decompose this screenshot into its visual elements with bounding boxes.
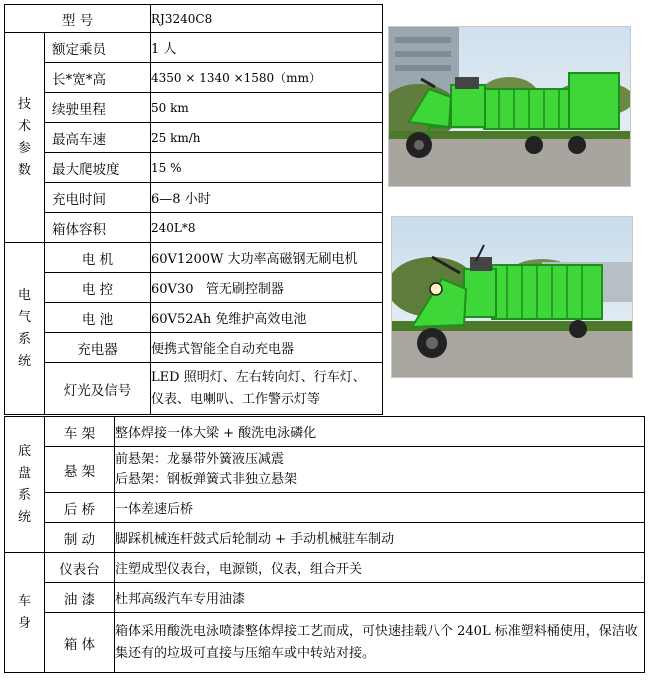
category-label: 底盘系统 xyxy=(17,443,31,525)
row-value: 15 % xyxy=(151,153,383,183)
category-label: 技术参数 xyxy=(17,96,31,178)
row-label: 最大爬坡度 xyxy=(45,153,151,183)
value-line: 仪表、电喇叭、工作警示灯等 xyxy=(151,391,321,407)
table-row xyxy=(5,447,645,493)
table-row xyxy=(5,63,383,93)
row-value: 60V52Ah 免维护高效电池 xyxy=(151,303,383,333)
row-label: 悬 架 xyxy=(45,447,115,493)
table-row xyxy=(5,583,645,613)
row-label: 箱 体 xyxy=(45,613,115,673)
row-value: 240L*8 xyxy=(151,213,383,243)
green-electric-tricycle-front-view-icon xyxy=(392,217,632,377)
row-label: 长*宽*高 xyxy=(45,63,151,93)
table-row xyxy=(5,523,645,553)
row-label: 续驶里程 xyxy=(45,93,151,123)
row-label: 最高车速 xyxy=(45,123,151,153)
table-row xyxy=(5,33,383,63)
value-line: 后悬架：钢板弹簧式非独立悬架 xyxy=(115,471,298,487)
green-electric-tricycle-side-view-icon xyxy=(389,27,630,186)
row-value: 杜邦高级汽车专用油漆 xyxy=(115,583,645,613)
spec-table-upper xyxy=(4,4,383,415)
category-tech-params xyxy=(5,33,45,243)
row-label: 制 动 xyxy=(45,523,115,553)
row-value: 60V1200W 大功率高磁钢无刷电机 xyxy=(151,243,383,273)
category-label: 车身 xyxy=(17,593,31,631)
table-row xyxy=(5,243,383,273)
category-chassis xyxy=(5,417,45,553)
product-photo-front xyxy=(391,216,633,378)
row-value: 25 km/h xyxy=(151,123,383,153)
spec-table-lower xyxy=(4,416,645,673)
row-label: 箱体容积 xyxy=(45,213,151,243)
table-row xyxy=(5,303,383,333)
table-row xyxy=(5,273,383,303)
model-value: RJ3240C8 xyxy=(151,5,383,33)
row-label: 电 池 xyxy=(45,303,151,333)
row-label: 电 控 xyxy=(45,273,151,303)
category-body xyxy=(5,553,45,673)
table-row xyxy=(5,213,383,243)
row-value: 6—8 小时 xyxy=(151,183,383,213)
model-label: 型 号 xyxy=(5,5,151,33)
table-row xyxy=(5,417,645,447)
table-row xyxy=(5,493,645,523)
table-row xyxy=(5,613,645,673)
row-label: 额定乘员 xyxy=(45,33,151,63)
table-row xyxy=(5,123,383,153)
row-value: 1 人 xyxy=(151,33,383,63)
category-electrical xyxy=(5,243,45,415)
row-label: 油 漆 xyxy=(45,583,115,613)
table-row xyxy=(5,93,383,123)
row-label: 后 桥 xyxy=(45,493,115,523)
table-row xyxy=(5,363,383,415)
row-value: 整体焊接一体大梁 + 酸洗电泳磷化 xyxy=(115,417,645,447)
row-value: 便携式智能全自动充电器 xyxy=(151,333,383,363)
row-value xyxy=(151,363,383,415)
row-value: 箱体采用酸洗电泳喷漆整体焊接工艺而成，可快速挂载八个 240L 标准塑料桶使用，保洁收集还有的垃圾可直接与压缩车或中转站对接。 xyxy=(115,613,645,673)
row-value: 50 km xyxy=(151,93,383,123)
row-label: 充电器 xyxy=(45,333,151,363)
table-row xyxy=(5,153,383,183)
value-line: 前悬架：龙暴带外簧液压减震 xyxy=(115,451,285,467)
row-label: 充电时间 xyxy=(45,183,151,213)
row-label: 仪表台 xyxy=(45,553,115,583)
row-value: 4350 × 1340 ×1580（mm） xyxy=(151,63,383,93)
row-value xyxy=(115,447,645,493)
category-label: 电气系统 xyxy=(17,287,31,369)
table-row xyxy=(5,183,383,213)
row-label: 灯光及信号 xyxy=(45,363,151,415)
row-label: 电 机 xyxy=(45,243,151,273)
row-label: 车 架 xyxy=(45,417,115,447)
row-value: 一体差速后桥 xyxy=(115,493,645,523)
value-line: LED 照明灯、左右转向灯、行车灯、 xyxy=(151,369,366,385)
row-value: 注塑成型仪表台，电源锁，仪表，组合开关 xyxy=(115,553,645,583)
table-row xyxy=(5,5,383,33)
table-row xyxy=(5,553,645,583)
row-value: 60V30 管无刷控制器 xyxy=(151,273,383,303)
row-value: 脚踩机械连杆鼓式后轮制动 + 手动机械驻车制动 xyxy=(115,523,645,553)
table-row xyxy=(5,333,383,363)
product-photo-side xyxy=(388,26,631,187)
